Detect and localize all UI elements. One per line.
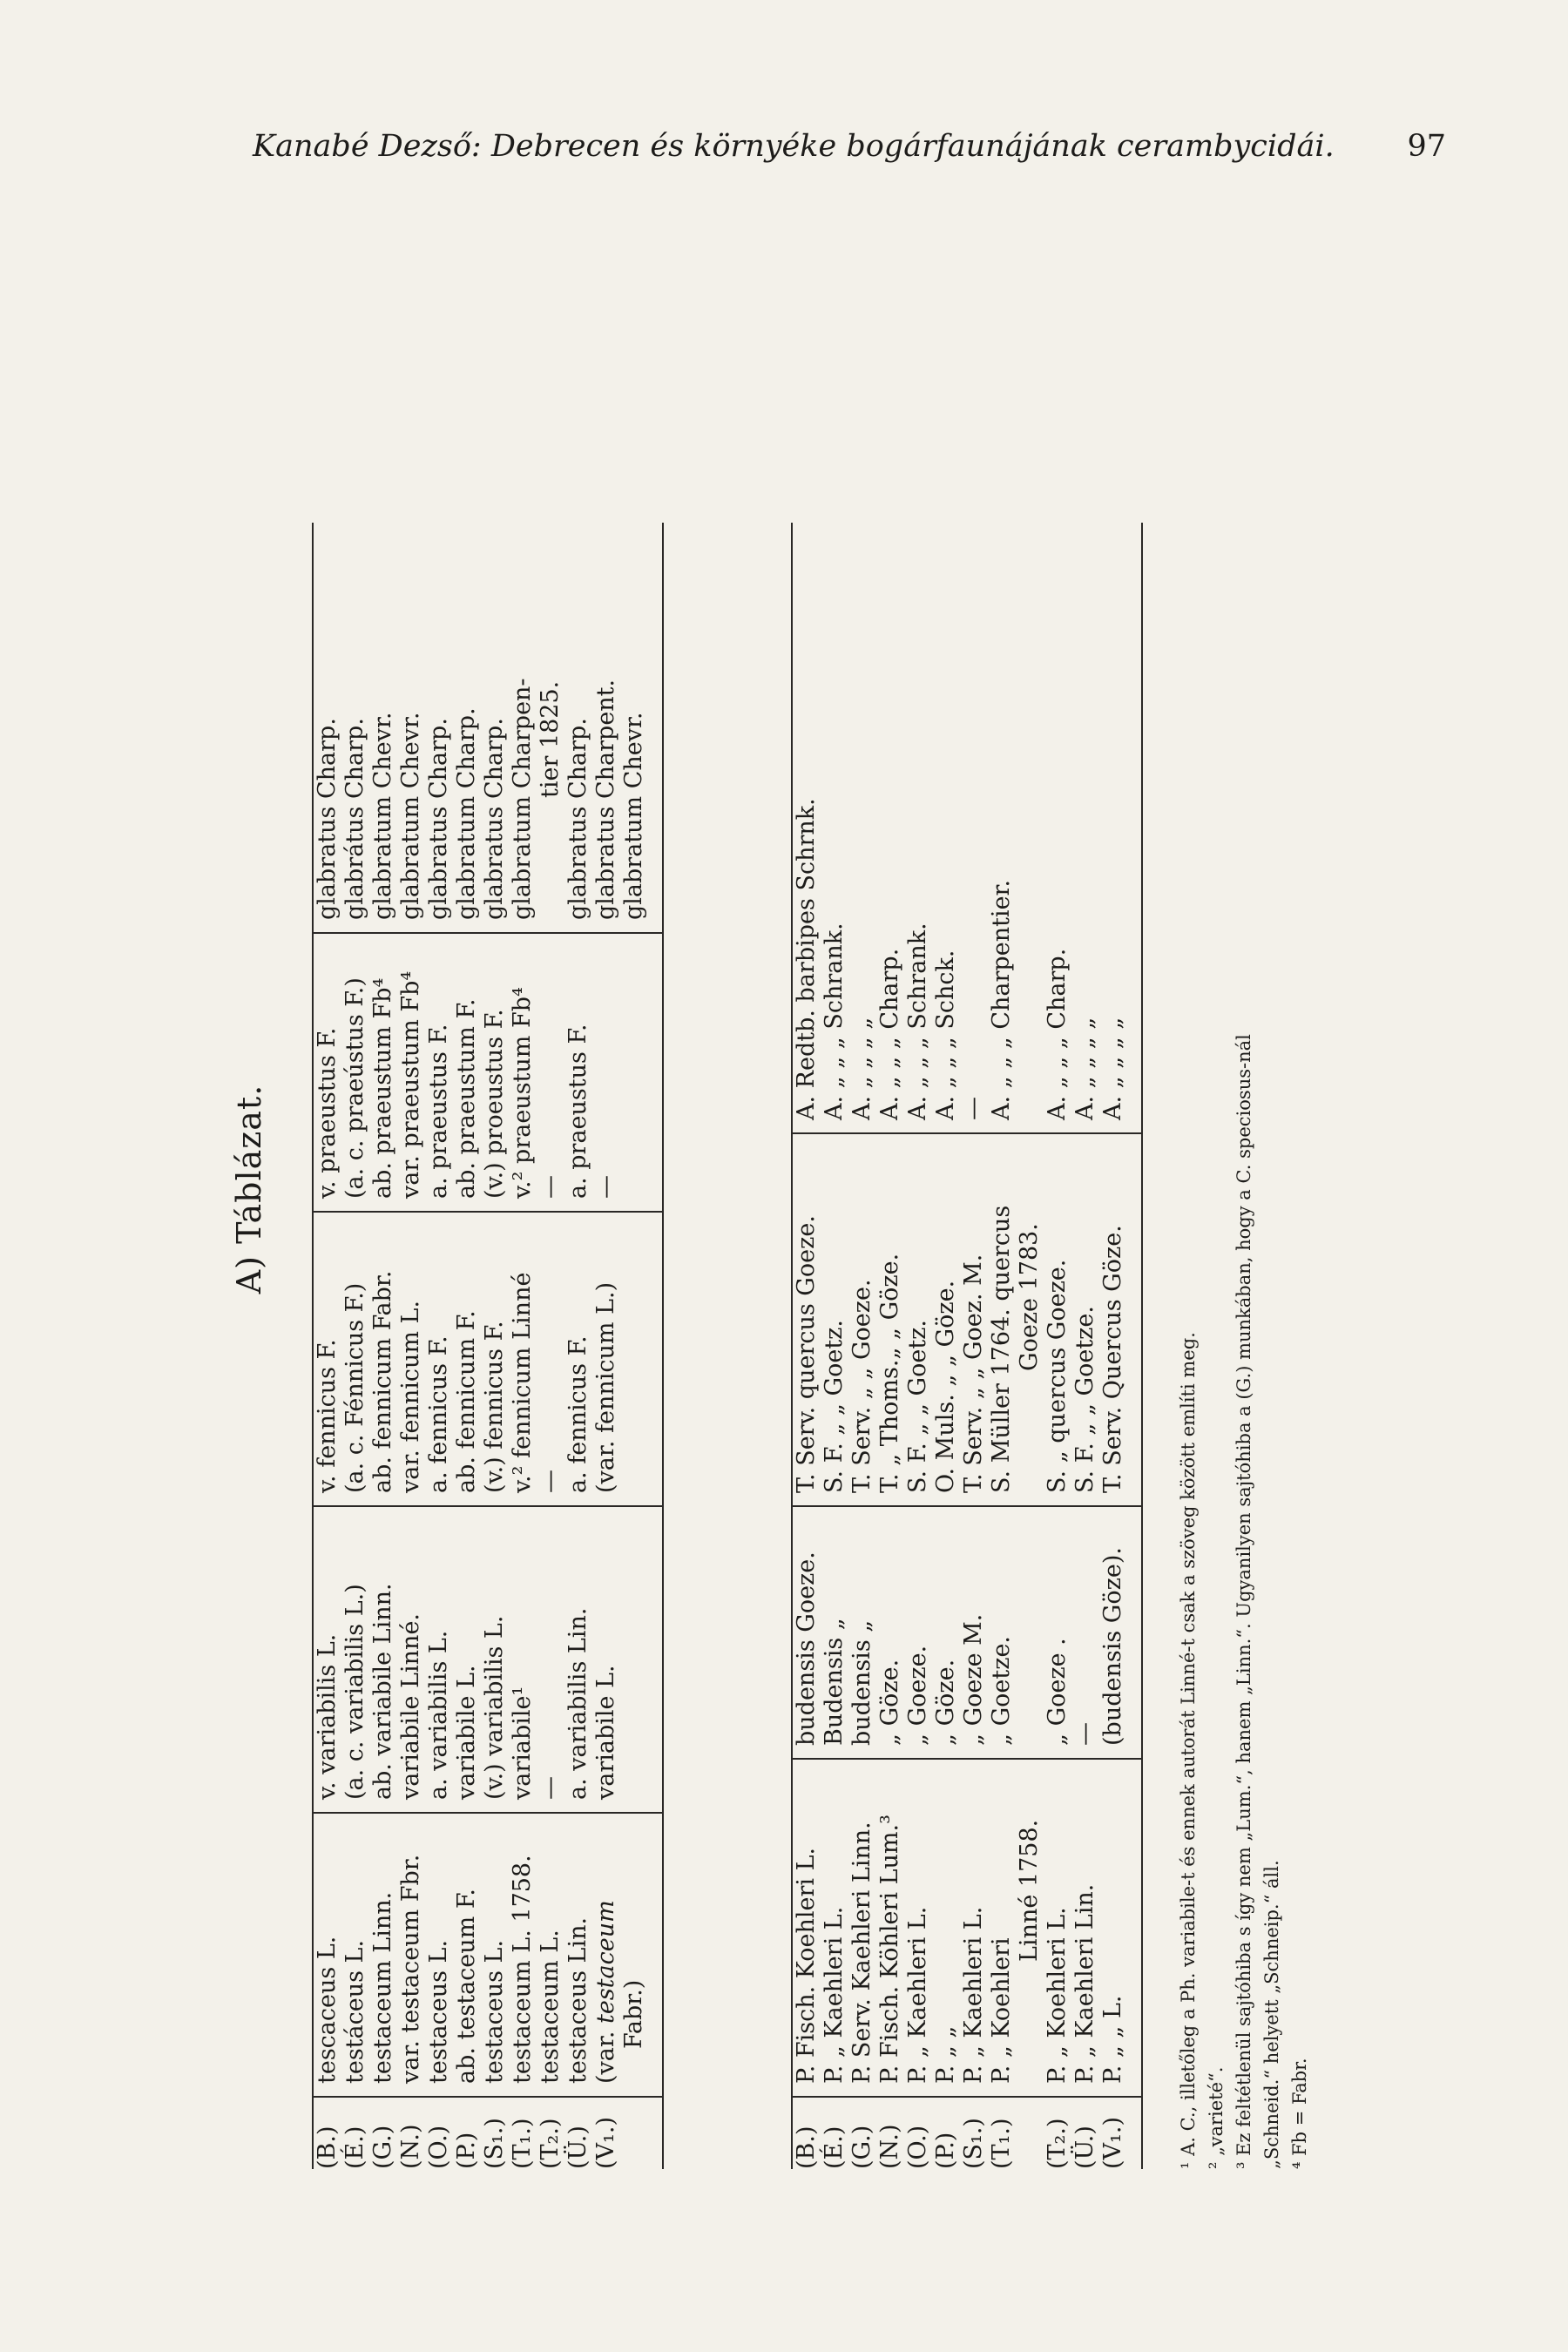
table1-divider bbox=[314, 1211, 662, 1213]
table1-cell: — bbox=[537, 1776, 564, 1800]
table2-cell: S. F. „ „ Goetze. bbox=[1071, 1306, 1098, 1493]
table1-cell: glabrátus Charp. bbox=[341, 718, 368, 920]
table1-cell: Fabr.) bbox=[620, 1979, 647, 2049]
table1-cell: (a. c. praeústus F.) bbox=[341, 977, 368, 1199]
table2-cell: P. „ „ L. bbox=[1099, 1995, 1126, 2084]
table1-cell: ab. variabile Linn. bbox=[369, 1583, 396, 1800]
table1-cell: variabile¹ bbox=[509, 1686, 536, 1800]
table2-row-key: (É.) bbox=[821, 2126, 848, 2169]
table1-cell: tescaceus L. bbox=[314, 1936, 341, 2084]
table1-cell: v. variabilis L. bbox=[314, 1633, 341, 1800]
table2-cell: S. „ quercus Goeze. bbox=[1044, 1259, 1071, 1493]
table1-cell: (v.) fennicus F. bbox=[481, 1321, 508, 1493]
table2-cell: „ Goeze. bbox=[904, 1645, 931, 1746]
table1-divider bbox=[314, 1812, 662, 1814]
table1-row-key: (B.) bbox=[314, 2126, 341, 2169]
table1-cell: — bbox=[592, 1175, 619, 1199]
table1-cell: variabile Linné. bbox=[397, 1612, 424, 1800]
table1-cell: ab. praeustum Fb⁴ bbox=[369, 977, 396, 1199]
table1-cell: a. variabilis Lin. bbox=[564, 1607, 591, 1800]
table1-cell: (v.) proeustus F. bbox=[481, 1009, 508, 1199]
footnote-line: ⁴ Fb = Fabr. bbox=[1289, 2058, 1310, 2169]
table1-cell: glabratus Charp. bbox=[314, 718, 341, 920]
table1-cell: a. fennicus F. bbox=[425, 1335, 452, 1493]
table1-cell: (var. testaceum bbox=[592, 1900, 619, 2084]
table1-cell: glabratus Charp. bbox=[481, 718, 508, 920]
table1-cell: testaceus L. bbox=[425, 1939, 452, 2084]
table1-row-key: (V₁.) bbox=[592, 2117, 619, 2169]
table1-cell: glabratus Charp. bbox=[425, 718, 452, 920]
table1-cell: tier 1825. bbox=[537, 680, 564, 798]
table2-cell: „ Göze. bbox=[932, 1659, 959, 1746]
footnote-line: „Schneid.“ helyett „Schneip.“ áll. bbox=[1261, 1860, 1282, 2169]
footnotes bbox=[1176, 558, 1315, 2169]
table2-divider bbox=[793, 2096, 1141, 2098]
table1-column-1 bbox=[314, 1855, 648, 2084]
table1-column-3 bbox=[314, 1271, 620, 1493]
table1-cell: testaceus Lin. bbox=[564, 1916, 591, 2084]
table2-cell: T. Serv. „ „ Goeze. bbox=[848, 1279, 875, 1493]
table2-row-key: (N.) bbox=[876, 2124, 903, 2169]
table2-cell: A. „ „ „ „ bbox=[848, 1017, 875, 1120]
table2-cell: P. Fisch. Koehleri L. bbox=[793, 1847, 820, 2084]
table1-row-key: (P.) bbox=[453, 2132, 480, 2169]
table1-cell: glabratus Charp. bbox=[564, 718, 591, 920]
table2-cell bbox=[1016, 798, 1044, 1120]
table1-cell: testaceum Linn. bbox=[369, 1891, 396, 2084]
table2-row-key: (T₁.) bbox=[988, 2118, 1015, 2169]
table2-cell: Budensis „ bbox=[821, 1618, 848, 1746]
table1-cell: (a. c. variabilis L.) bbox=[341, 1584, 368, 1800]
table1-cell: glabratum Chevr. bbox=[369, 712, 396, 920]
table2-row-key: (P.) bbox=[932, 2132, 959, 2169]
table1-cell: ab. fennicum F. bbox=[453, 1310, 480, 1493]
table1-row-key: (Ü.) bbox=[564, 2126, 591, 2169]
table2-cell: A. „ „ „ Schck. bbox=[932, 950, 959, 1120]
table1-cell: glabratum Chevr. bbox=[620, 712, 647, 920]
table2-cell: Goeze 1783. bbox=[1016, 1223, 1043, 1371]
table2-row-key: (S₁.) bbox=[960, 2118, 987, 2169]
table2-divider bbox=[793, 1132, 1141, 1134]
rotated-table-block bbox=[230, 192, 1472, 2186]
table1-cell: a. praeustus F. bbox=[425, 1024, 452, 1199]
table1-row-key: (S₁.) bbox=[481, 2118, 508, 2169]
table2-cell: (budensis Göze). bbox=[1099, 1547, 1126, 1746]
table1-divider bbox=[314, 2096, 662, 2098]
table1-cell: a. praeustus F. bbox=[564, 1024, 591, 1199]
table1-cell: testáceus L. bbox=[341, 1939, 368, 2084]
table2-row-key: (V₁.) bbox=[1099, 2117, 1126, 2169]
table2-row-key: (G.) bbox=[848, 2125, 875, 2169]
table2-column-2 bbox=[793, 1547, 1127, 1746]
table1-column-2 bbox=[314, 1583, 620, 1800]
table2-divider bbox=[793, 1758, 1141, 1760]
table1-row-key: (G.) bbox=[369, 2125, 396, 2169]
table2-cell: T. Serv. „ „ Goez. M. bbox=[960, 1254, 987, 1493]
table1-cell: glabratum Charpen- bbox=[509, 678, 536, 920]
table1-cell: v.² praeustum Fb⁴ bbox=[509, 987, 536, 1199]
table2-column-3 bbox=[793, 1206, 1127, 1493]
table1-cell: (var. fennicum L.) bbox=[592, 1281, 619, 1493]
table2-cell: P. „ Koehleri L. bbox=[1044, 1907, 1071, 2084]
table1-row-key: (É.) bbox=[341, 2126, 368, 2169]
table1-row-key: (O.) bbox=[425, 2125, 452, 2169]
table2-cell: A. „ „ „ Charpentier. bbox=[988, 879, 1015, 1120]
table1-row-key: (N.) bbox=[397, 2124, 424, 2169]
page-number: 97 bbox=[1407, 129, 1446, 164]
table2-cell: P. Fisch. Köhleri Lum.³ bbox=[876, 1815, 903, 2084]
table2-cell: P. „ Kaehleri L. bbox=[904, 1906, 931, 2084]
table2-bottom-rule bbox=[1141, 523, 1143, 2169]
table2-cell: A. „ „ „ Charp. bbox=[876, 948, 903, 1120]
table1-cell: glabratum Charp. bbox=[453, 707, 480, 920]
table1-cell: v. fennicus F. bbox=[314, 1339, 341, 1493]
table2-cell: — bbox=[960, 1097, 987, 1120]
table1-cell: glabratum Chevr. bbox=[397, 712, 424, 920]
table2-cell: S. Müller 1764. quercus bbox=[988, 1205, 1015, 1493]
table2-row-key: (T₂.) bbox=[1044, 2118, 1071, 2169]
table2-cell: „ Goeze . bbox=[1044, 1638, 1071, 1746]
table1-row-key: (T₁.) bbox=[509, 2118, 536, 2169]
table2-cell: T. Serv. quercus Goeze. bbox=[793, 1215, 820, 1493]
table2-cell: P. „ Kaehleri L. bbox=[960, 1906, 987, 2084]
table2-cell: A. „ „ „ Charp. bbox=[1044, 948, 1071, 1120]
running-header-title: Kanabé Dezső: Debrecen és környéke bogárfaunájának cerambycidái. bbox=[253, 129, 1335, 164]
table1-cell: a. fennicus F. bbox=[564, 1335, 591, 1493]
table2-cell: „ Goetze. bbox=[988, 1635, 1015, 1746]
table2-cell: O. Muls. „ „ Göze. bbox=[932, 1280, 959, 1493]
table2-cell: „ Göze. bbox=[876, 1659, 903, 1746]
table1-cell: ab. praeustum F. bbox=[453, 998, 480, 1199]
table2-divider bbox=[793, 1505, 1141, 1507]
table1-cell: a. variabilis L. bbox=[425, 1630, 452, 1800]
table2-cell: A. „ „ „ „ bbox=[1099, 1017, 1126, 1120]
table1-divider bbox=[314, 1505, 662, 1507]
table2-cell: Linné 1758. bbox=[1016, 1819, 1043, 1962]
table2-cell: P. „ Kaehleri Lin. bbox=[1071, 1883, 1098, 2084]
table1-cell: — bbox=[537, 1470, 564, 1493]
table1-cell: var. testaceum Fbr. bbox=[397, 1854, 424, 2084]
table2-cell: P. „ Koehleri bbox=[988, 1937, 1015, 2084]
table1-key-column bbox=[314, 2117, 620, 2169]
table1-cell: ab. testaceum F. bbox=[453, 1889, 480, 2084]
table2-cell: S. F. „ „ Goetz. bbox=[904, 1320, 931, 1493]
footnote-line: ³ Ez feltétlenül sajtóhiba s így nem „Lum.“, hanem „Linn.“. Ugyanilyen sajtóhiba a (G.) munkában, hogy a C. speciosus-nál bbox=[1233, 1034, 1254, 2169]
table2-cell: — bbox=[1071, 1722, 1098, 1746]
table2-cell: budensis „ bbox=[848, 1619, 875, 1746]
table2-cell: P. „ „ bbox=[932, 2025, 959, 2084]
footnote-line: ¹ A. C., illetőleg a Ph. variabile-t és ennek autorát Linné-t csak a szöveg között említi meg. bbox=[1178, 1332, 1199, 2169]
table1-cell: v.² fennicum Linné bbox=[509, 1272, 536, 1493]
table2-cell: budensis Goeze. bbox=[793, 1551, 820, 1746]
table1-cell: — bbox=[537, 1175, 564, 1199]
footnote-line: ² „varieté“. bbox=[1206, 2066, 1227, 2169]
table2-row-key: (B.) bbox=[793, 2126, 820, 2169]
table2-column-4 bbox=[793, 798, 1127, 1120]
table2-row-key: (O.) bbox=[904, 2125, 931, 2169]
table2-row-key: (Ü.) bbox=[1071, 2126, 1098, 2169]
table1-cell: ab. fennicum Fabr. bbox=[369, 1270, 396, 1493]
table1-cell: v. praeustus F. bbox=[314, 1027, 341, 1199]
table2-cell: P. Serv. Kaehleri Linn. bbox=[848, 1821, 875, 2084]
table1-cell: variabile L. bbox=[592, 1665, 619, 1800]
table1-divider bbox=[314, 932, 662, 934]
table2-cell: T. „ Thoms.„ „ Göze. bbox=[876, 1253, 903, 1493]
table1-cell: testaceus L. bbox=[481, 1939, 508, 2084]
table2-cell: S. F. „ „ Goetz. bbox=[821, 1320, 848, 1493]
running-header bbox=[253, 129, 1446, 174]
table2-cell: „ Goeze M. bbox=[960, 1613, 987, 1746]
table2-cell: A. „ „ „ Schrank. bbox=[904, 923, 931, 1120]
table1-cell: (v.) variabilis L. bbox=[481, 1615, 508, 1800]
table1-cell: testaceum L. 1758. bbox=[509, 1855, 536, 2084]
table1-cell: testaceum L. bbox=[537, 1930, 564, 2084]
table1-cell: glabratus Charpent. bbox=[592, 679, 619, 920]
table-title: A) Táblázat. bbox=[230, 1084, 268, 1294]
table2-cell: T. Serv. Quercus Göze. bbox=[1099, 1225, 1126, 1493]
table1-row-key: (T₂.) bbox=[537, 2118, 564, 2169]
table1-column-4 bbox=[314, 971, 620, 1199]
table2-cell bbox=[1016, 1547, 1044, 1746]
table1-column-5 bbox=[314, 678, 648, 920]
table2-cell: A. Redtb. barbipes Schrnk. bbox=[793, 798, 820, 1120]
table2-cell: A. „ „ „ Schrank. bbox=[821, 923, 848, 1120]
table1-cell: var. praeustum Fb⁴ bbox=[397, 970, 424, 1199]
table2-row-key bbox=[1016, 2117, 1044, 2169]
table2-cell: A. „ „ „ „ bbox=[1071, 1017, 1098, 1120]
table1-bottom-rule bbox=[662, 523, 664, 2169]
table2-key-column bbox=[793, 2117, 1127, 2169]
table2-cell: P. „ Kaehleri L. bbox=[821, 1906, 848, 2084]
table2-column-1 bbox=[793, 1815, 1127, 2084]
table1-cell: (a. c. Fénnicus F.) bbox=[341, 1282, 368, 1493]
table1-cell: var. fennicum L. bbox=[397, 1300, 424, 1493]
table1-cell: variabile L. bbox=[453, 1665, 480, 1800]
